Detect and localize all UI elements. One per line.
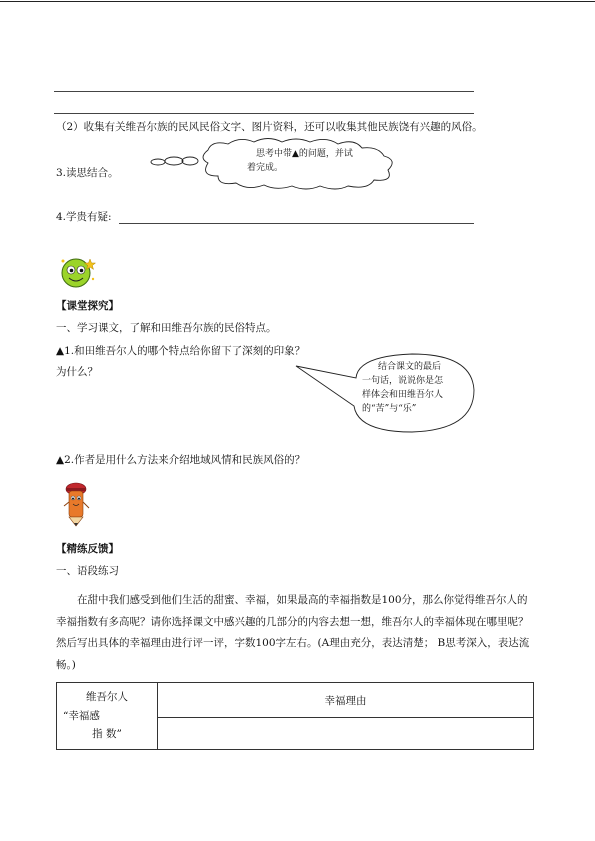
answer-line-2[interactable]: [54, 113, 474, 114]
question-1-why: 为什么？: [56, 366, 98, 378]
practice-paragraph: 在甜中我们感受到他们生活的甜蜜、幸福，如果最高的幸福指数是100分，那么你觉得维吾尔人的幸福指数有多高呢？请你选择课文中感兴趣的几部分的内容去想一想，维吾尔人的幸福体现在哪里呢？然后写出具体的幸福理由进行评一评，字数100字左右。(A理由充分，表达清楚； B思考深入，表达流畅。): [56, 594, 530, 671]
thought-cloud-line1: 思考中带▲的问题，并试: [256, 149, 353, 159]
answer-line-1[interactable]: [54, 91, 474, 92]
pencil-mascot-icon: [60, 480, 94, 528]
happiness-table: [56, 682, 534, 750]
item-4-ask-questions: 4.学贵有疑:: [56, 211, 112, 223]
explore-intro: 一、学习课文，了解和田维吾尔族的民俗特点。: [56, 322, 277, 334]
speech-bubble-line4: 的“苦”与“乐”: [362, 404, 417, 414]
page-top-border: [0, 1, 595, 2]
speech-bubble-line3: 样体会和田维吾尔人: [362, 390, 444, 400]
practice-title: 一、语段练习: [56, 565, 119, 577]
smiley-mascot-icon: [57, 255, 97, 291]
happiness-label-line3: 指 数”: [92, 728, 122, 741]
question-1-impression: ▲1.和田维吾尔人的哪个特点给你留下了深刻的印象？: [56, 345, 306, 357]
section-classroom-explore: 【课堂探究】: [56, 300, 119, 312]
happiness-reason-header: 幸福理由: [158, 683, 534, 718]
item-3-read-think: 3.读思结合。: [56, 167, 119, 179]
happiness-reason-answer-cell[interactable]: [158, 718, 534, 750]
question-2-method: ▲2.作者是用什么方法来介绍地域风情和民族风俗的？: [56, 454, 306, 466]
happiness-index-label-cell: [57, 683, 158, 750]
thought-cloud-line2: 着完成。: [247, 163, 284, 173]
speech-bubble-line2: 一句话，说说你是怎: [362, 376, 444, 386]
speech-bubble-line1: 结合课文的最后: [378, 362, 442, 372]
answer-line-questions[interactable]: [119, 223, 474, 224]
thought-cloud-icon: [148, 136, 420, 192]
question-2-collect: （2）收集有关维吾尔族的民风民俗文字、图片资料，还可以收集其他民族饶有兴趣的风俗。: [56, 121, 483, 133]
happiness-label-line1: 维吾尔人: [86, 691, 128, 704]
section-practice-feedback: 【精练反馈】: [56, 543, 119, 555]
happiness-label-line2: “幸福感: [63, 709, 100, 722]
